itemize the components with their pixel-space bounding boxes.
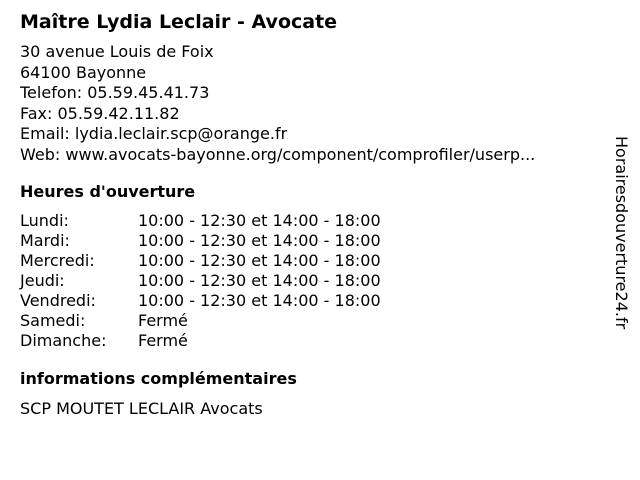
hours-day: Mardi: (20, 231, 70, 250)
hours-day: Dimanche: (20, 331, 107, 350)
address-city: 64100 Bayonne (20, 62, 147, 82)
hours-time: 10:00 - 12:30 et 14:00 - 18:00 (138, 211, 381, 230)
hours-row (20, 291, 381, 311)
fax-line: Fax: 05.59.42.11.82 (20, 103, 180, 123)
hours-day: Mercredi: (20, 251, 95, 270)
contact-block (20, 42, 610, 165)
hours-row (20, 211, 381, 231)
email-line[interactable]: Email: lydia.leclair.scp@orange.fr (20, 124, 288, 143)
hours-time: 10:00 - 12:30 et 14:00 - 18:00 (138, 271, 381, 290)
address-street: 30 avenue Louis de Foix (20, 42, 214, 61)
web-line[interactable]: Web: www.avocats-bayonne.org/component/comprofiler/userp... (20, 144, 536, 164)
additional-info-text: SCP MOUTET LECLAIR Avocats (20, 399, 263, 418)
opening-hours-heading: Heures d'ouverture (20, 182, 196, 201)
additional-info-heading: informations complémentaires (20, 369, 297, 388)
hours-day: Jeudi: (20, 271, 65, 290)
opening-hours-table (20, 211, 381, 351)
hours-day: Lundi: (20, 211, 69, 230)
hours-time: 10:00 - 12:30 et 14:00 - 18:00 (138, 251, 381, 270)
hours-day: Vendredi: (20, 291, 96, 310)
hours-row (20, 331, 381, 351)
site-watermark: Horairesdouverture24.fr (612, 136, 631, 330)
hours-row (20, 251, 381, 271)
hours-time: 10:00 - 12:30 et 14:00 - 18:00 (138, 291, 381, 310)
page-title: Maître Lydia Leclair - Avocate (20, 11, 338, 33)
hours-row (20, 231, 381, 251)
business-card (20, 10, 610, 419)
hours-row (20, 271, 381, 291)
hours-time: 10:00 - 12:30 et 14:00 - 18:00 (138, 231, 381, 250)
hours-time: Fermé (138, 311, 188, 330)
phone-line[interactable]: Telefon: 05.59.45.41.73 (20, 83, 210, 102)
hours-time: Fermé (138, 331, 188, 350)
hours-row (20, 311, 381, 331)
hours-day: Samedi: (20, 311, 86, 330)
